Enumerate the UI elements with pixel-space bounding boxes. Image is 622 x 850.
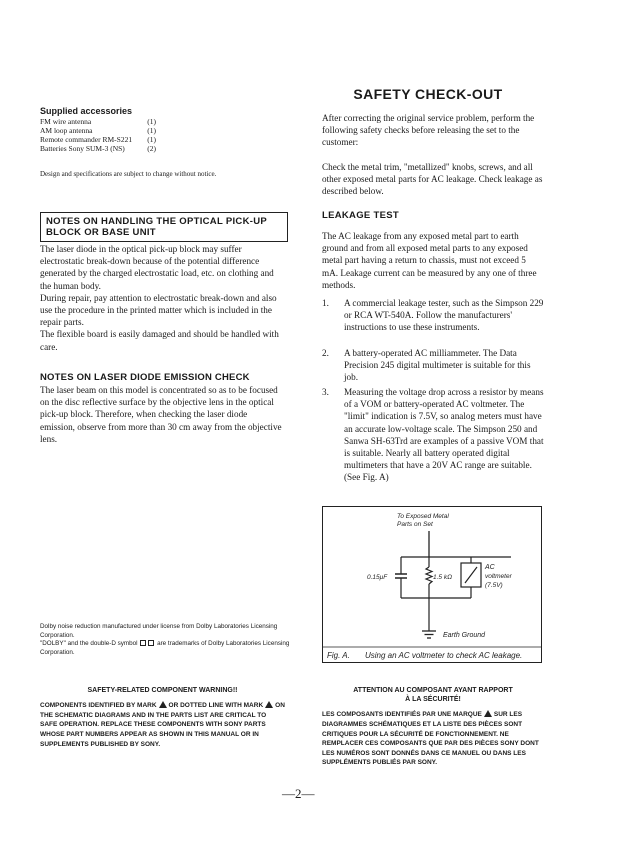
meter-label: voltmeter — [485, 573, 512, 580]
safety-mark-icon — [265, 701, 273, 708]
figure-number: Fig. A. — [327, 651, 350, 660]
safety-mark-icon — [159, 701, 167, 708]
double-d-icon — [148, 640, 154, 646]
meter-label: (7.5V) — [485, 582, 503, 589]
method-item: 3. Measuring the voltage drop across a resistor by means of a VOM or battery-operated AC voltmeter. The "limit" indication is 7.5V, so analog meters must have an accurate low-voltage scale. The Simpson 250 and Sanwa SH-63Trd are examples of a passive VOM that is suitable. Nearly all battery operated digital multimeters that have a 20V AC range are suitable. (See Fig. A) — [322, 387, 544, 483]
ground-label: Earth Ground — [443, 632, 486, 639]
method-item: 2. A battery-operated AC milliammeter. The Data Precision 245 digital multimeter is suitable for this job. — [322, 348, 531, 383]
meter-needle — [465, 567, 477, 583]
resistor-label: 1.5 kΩ — [433, 574, 453, 581]
accessories-heading: Supplied accessories — [40, 106, 133, 116]
leakage-heading: LEAKAGE TEST — [322, 210, 399, 221]
accessory-item: Remote commander RM-S221 (1) — [40, 135, 156, 144]
warning-heading: SAFETY-RELATED COMPONENT WARNING!! — [87, 687, 238, 694]
warning-heading: ATTENTION AU COMPOSANT AYANT RAPPORT À LA SÉCURITÉ! — [353, 687, 513, 704]
double-d-icon — [140, 640, 146, 646]
safety-mark-icon — [484, 710, 492, 717]
method-item: 1. A commercial leakage tester, such as the Simpson 229 or RCA WT-540A. Follow the manufacturers' instructions to use these instruments. — [322, 298, 544, 333]
safety-check: Check the metal trim, "metallized" knobs, screws, and all other exposed metal parts for AC leakage. Check leakage as described below. — [322, 162, 543, 197]
accessory-item: Batteries Sony SUM-3 (NS) (2) — [40, 144, 156, 153]
notes-paragraph: The laser diode in the optical pick-up block may suffer electrostatic break-down because of the potential difference generated by the charged electrostatic load, etc. on clothing and the human body. — [40, 244, 274, 291]
accessory-item: AM loop antenna (1) — [40, 126, 156, 135]
leakage-circuit-diagram — [323, 507, 541, 662]
pickup-notes-heading: NOTES ON HANDLING THE OPTICAL PICK-UP BLOCK OR BASE UNIT — [40, 212, 288, 242]
safety-warning-en — [40, 686, 285, 749]
capacitor-label: 0.15μF — [367, 574, 388, 581]
warning-body: COMPONENTS IDENTIFIED BY MARK OR DOTTED LINE WITH MARK ON THE SCHEMATIC DIAGRAMS AND IN THE PARTS LIST ARE CRITICAL TO SAFE OPERATION. REPLACE THESE COMPONENTS WITH SONY PARTS WHOSE PART NUMBERS APPEAR AS SHOWN IN THIS MANUAL OR IN SUPPLEMENTS PUBLISHED BY SONY. — [40, 702, 285, 748]
supplied-accessories — [40, 106, 290, 153]
laser-body: The laser beam on this model is concentrated so as to be focused on the disc reflective surface by the objective lens in the optical pick-up block. Therefore, when checking the laser diode emission, observe from more than 30 cm away from the objective lens. — [40, 385, 282, 444]
accessory-item: FM wire antenna (1) — [40, 117, 156, 126]
figure-a — [322, 506, 542, 663]
page-number: —2— — [282, 786, 315, 801]
warning-body: LES COMPOSANTS IDENTIFIÉS PAR UNE MARQUE SUR LES DIAGRAMMES SCHÉMATIQUES ET LA LISTE DES PIÈCES SONT CRITIQUES POUR LA SÉCURITÉ DE FONCTIONNEMENT. NE REMPLACER CES COMPOSANTS QUE PAR DES PIÈCES SONY DONT LES NUMÉROS SONT DONNÉS DANS CE MANUEL OU DANS LES SUPPLÉMENTS PUBLIÉS PAR SONY. — [322, 711, 539, 767]
resistor-symbol — [426, 567, 432, 584]
laser-heading: NOTES ON LASER DIODE EMISSION CHECK — [40, 372, 250, 383]
fig-top-label: To Exposed Metal — [397, 513, 449, 520]
figure-caption: Using an AC voltmeter to check AC leakage. — [365, 651, 523, 660]
safety-intro: After correcting the original service problem, perform the following safety checks before releasing the set to the customer: — [322, 113, 535, 148]
pickup-notes-body — [40, 243, 284, 353]
notes-paragraph: The flexible board is easily damaged and should be handled with care. — [40, 329, 279, 352]
meter-label: AC — [485, 564, 495, 571]
safety-warning-fr — [322, 686, 544, 768]
notes-paragraph: During repair, pay attention to electrostatic break-down and also use the procedure in the printed matter which is included in the repair parts. — [40, 292, 277, 328]
dolby-notice: Dolby noise reduction manufactured under license from Dolby Laboratories Licensing Corporation. "DOLBY" and the double-D symbol are trademarks of Dolby Laboratories Licensing Corporation. — [40, 623, 290, 656]
fig-top-label: Parts on Set — [397, 521, 433, 528]
design-note: Design and specifications are subject to change without notice. — [40, 170, 217, 178]
leakage-body: The AC leakage from any exposed metal part to earth ground and from all exposed metal parts to any exposed metal part having a return to chassis, must not exceed 5 mA. Leakage current can be measured by any one of three methods. — [322, 231, 537, 290]
page-title: SAFETY CHECK-OUT — [353, 86, 503, 102]
